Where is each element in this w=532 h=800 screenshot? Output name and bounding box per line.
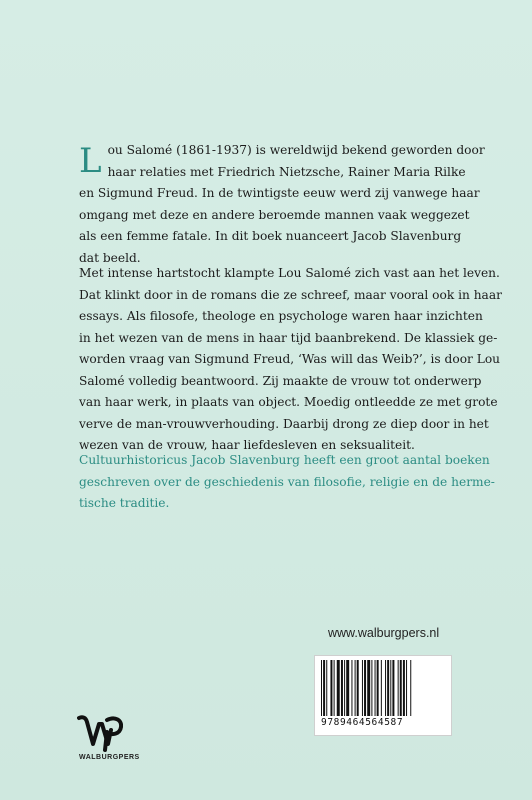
text-line: en Sigmund Freud. In de twintigste eeuw werd zij vanwege haar bbox=[79, 186, 480, 200]
body-paragraph bbox=[79, 263, 502, 457]
barcode-bars bbox=[321, 660, 445, 718]
text-line: verve de man-vrouwverhouding. Daarbij drong ze diep door in het bbox=[79, 416, 489, 431]
text-line: geschreven over de geschiedenis van filosofie, religie en de herme- bbox=[79, 474, 495, 489]
text-line: Cultuurhistoricus Jacob Slavenburg heeft een groot aantal boeken bbox=[79, 453, 490, 467]
text-line: wezen van de vrouw, haar liefdesleven en seksualiteit. bbox=[79, 438, 415, 452]
publisher-url: www.walburgpers.nl bbox=[328, 626, 440, 640]
drop-cap: L bbox=[79, 141, 102, 181]
intro-paragraph bbox=[79, 140, 485, 269]
publisher-name: WALBURGPERS bbox=[79, 754, 140, 761]
text-line: Met intense hartstocht klampte Lou Salomé zich vast aan het leven. bbox=[79, 266, 500, 280]
text-line: haar relaties met Friedrich Nietzsche, Rainer Maria Rilke bbox=[107, 164, 466, 179]
text-line: dat beeld. bbox=[79, 250, 141, 265]
walburgpers-logo-icon bbox=[77, 712, 123, 754]
isbn-number: 9789464564587 bbox=[321, 717, 404, 728]
text-line: van haar werk, in plaats van object. Moedig ontleedde ze met grote bbox=[79, 395, 498, 409]
text-line: worden vraag van Sigmund Freud, ‘Was will das Weib?’, is door Lou bbox=[79, 352, 501, 366]
text-line: in het wezen van de mens in haar tijd baanbrekend. De klassiek ge- bbox=[79, 330, 498, 345]
text-line: ou Salomé (1861-1937) is wereldwijd bekend geworden door bbox=[107, 143, 485, 157]
text-line: als een femme fatale. In dit boek nuanceert Jacob Slavenburg bbox=[79, 229, 462, 243]
text-line: essays. Als filosofe, theologe en psychologe waren haar inzichten bbox=[79, 309, 483, 323]
text-line: tische traditie. bbox=[79, 496, 170, 510]
isbn-barcode bbox=[314, 655, 452, 736]
text-line: omgang met deze en andere beroemde mannen vaak weggezet bbox=[79, 207, 470, 222]
text-line: Dat klinkt door in de romans die ze schreef, maar vooral ook in haar bbox=[79, 287, 502, 302]
text-line: Salomé volledig beantwoord. Zij maakte de vrouw tot onderwerp bbox=[79, 373, 482, 388]
author-bio bbox=[79, 450, 495, 515]
